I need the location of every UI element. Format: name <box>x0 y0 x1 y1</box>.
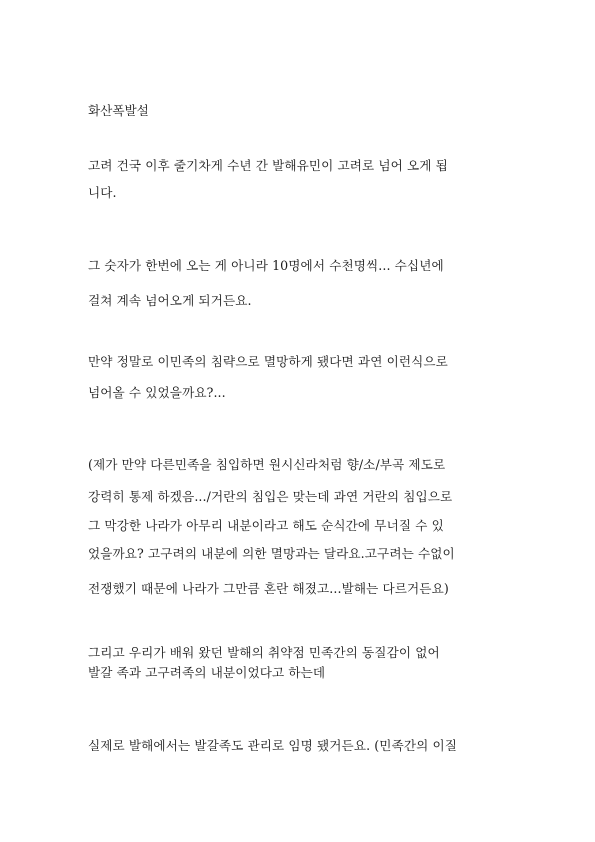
paragraph-line: 그리고 우리가 배워 왔던 발해의 취약점 민족간의 동질감이 없어 <box>88 645 440 660</box>
paragraph-line: 고려 건국 이후 줄기차게 수년 간 발해유민이 고려로 넘어 오게 됩 <box>88 158 448 173</box>
paragraph-line: 그 막강한 나라가 아무리 내분이라고 해도 순식간에 무너질 수 있 <box>88 518 444 533</box>
paragraph-line: 걸쳐 계속 넘어오게 되거든요. <box>88 293 252 308</box>
paragraph-line: 실제로 발해에서는 발갈족도 관리로 임명 됐거든요. (민족간의 이질 <box>88 738 458 753</box>
paragraph-line: 넘어올 수 있었을까요?... <box>88 385 226 400</box>
paragraph-line: 강력히 통제 하겠음.../거란의 침입은 맞는데 과연 거란의 침입으로 <box>88 489 453 504</box>
paragraph-line: 전쟁했기 때문에 나라가 그만큼 혼란 해졌고...발해는 다르거든요) <box>88 581 449 596</box>
paragraph-line: 발갈 족과 고구려족의 내분이었다고 하는데 <box>88 665 326 680</box>
paragraph-line: 만약 정말로 이민족의 침략으로 멸망하게 됐다면 과연 이런식으로 <box>88 354 448 369</box>
paragraph-line: 그 숫자가 한번에 오는 게 아니라 10명에서 수천명씩... 수십년에 <box>88 258 444 273</box>
document-title: 화산폭발설 <box>88 103 149 118</box>
paragraph-line: 니다. <box>88 185 117 200</box>
paragraph-line: 었을까요? 고구려의 내분에 의한 멸망과는 달라요.고구려는 수없이 <box>88 546 455 561</box>
paragraph-line: (제가 만약 다른민족을 침입하면 원시신라처럼 향/소/부곡 제도로 <box>88 457 446 472</box>
